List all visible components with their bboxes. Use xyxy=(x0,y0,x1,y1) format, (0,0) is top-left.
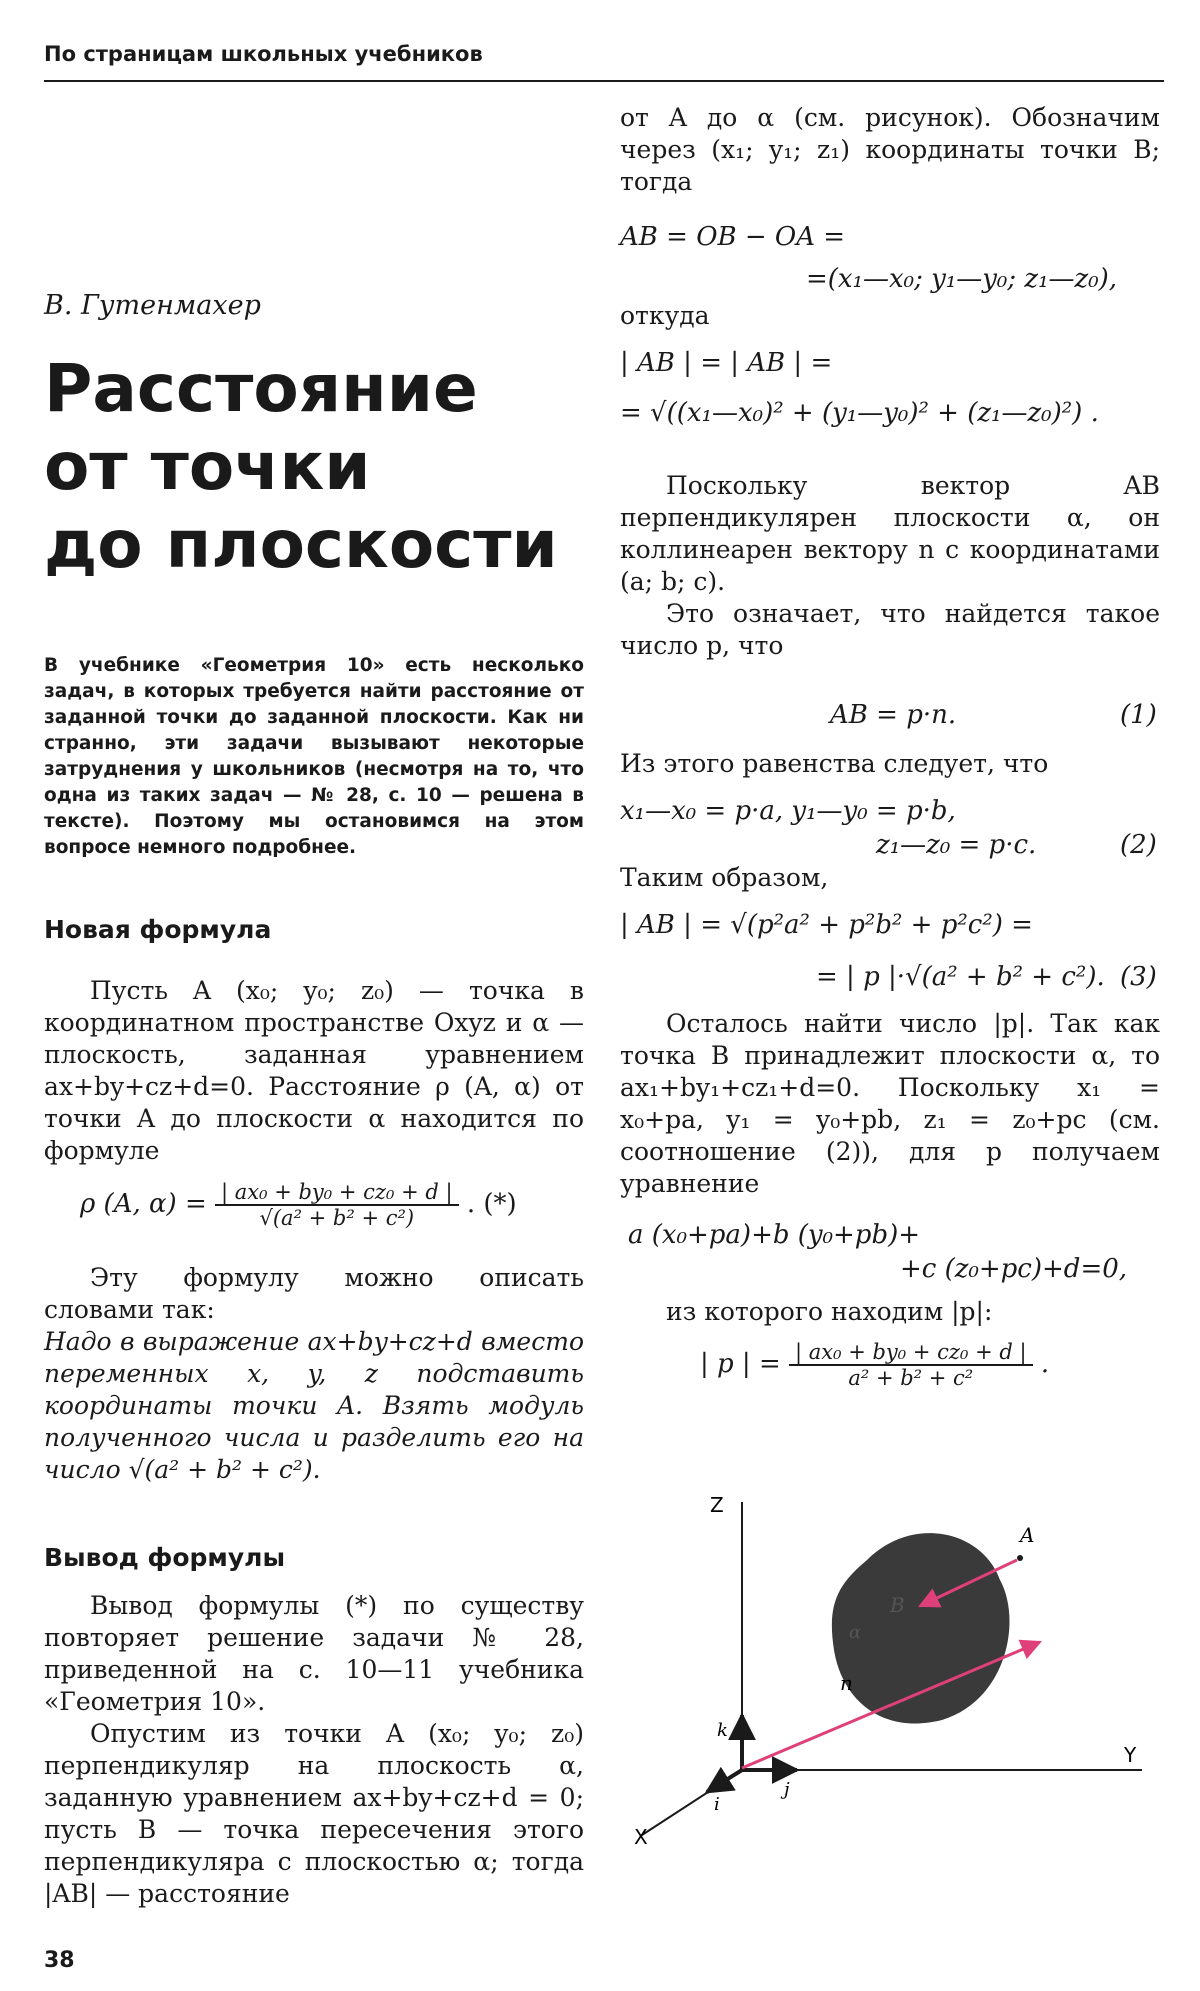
right-paragraph-1 xyxy=(620,102,1160,198)
point-a-dot xyxy=(1017,1555,1023,1561)
page-number: 38 xyxy=(44,1948,75,1973)
title-line-2: от точки xyxy=(44,428,371,505)
section-heading-new-formula: Новая формула xyxy=(44,915,272,944)
point-b-label: B xyxy=(890,1593,905,1617)
section1-paragraph-2 xyxy=(44,1262,584,1486)
running-header xyxy=(44,38,1164,82)
right-paragraph-5 xyxy=(620,748,1160,780)
section2-text-1: Вывод формулы (*) по существу повторяет решение задачи № 28, приведенной на с. 10—11 учебника «Геометрия 10». xyxy=(44,1591,584,1716)
section1-text-3: Надо в выражение ax+by+cz+d вместо переменных x, y, z подставить координаты точки A. Взять модуль полученного числа и разделить его на число √(a² + b² + c²). xyxy=(44,1327,584,1484)
formula-numerator: | ax₀ + by₀ + cz₀ + d | xyxy=(215,1180,459,1206)
right-paragraph-8 xyxy=(620,1296,1160,1328)
axis-y-label: Y xyxy=(1124,1743,1137,1767)
formula-4a: a (x₀+pa)+b (y₀+pb)+ xyxy=(628,1220,921,1250)
right-text-3: Поскольку вектор AB перпендикулярен плоскости α, он коллинеарен вектору n с координатами (a; b; c). xyxy=(620,471,1160,596)
formula-ab-sqrt: = √((x₁—x₀)² + (y₁—y₀)² + (z₁—z₀)²) . xyxy=(620,398,1099,428)
formula-lhs: ρ (A, α) = xyxy=(80,1189,207,1219)
vector-j-label: j xyxy=(784,1779,790,1800)
article-title xyxy=(44,350,558,584)
formula-1-tag: (1) xyxy=(1120,700,1157,730)
formula-3a: | AB | = √(p²a² + p²b² + p²c²) = xyxy=(620,910,1033,940)
section2-paragraph xyxy=(44,1590,584,1910)
section2-text-2: Опустим из точки A (x₀; y₀; z₀) перпендикуляр на плоскость α, заданную уравнением ax+by+cz+d = 0; пусть B — точка пересечения этого перпендикуляра с плоскостью α; тогда |AB| — расстояние xyxy=(44,1719,584,1908)
vector-i-label: i xyxy=(714,1794,720,1815)
formula-distance xyxy=(80,1180,517,1230)
formula-2-tag: (2) xyxy=(1120,830,1157,860)
formula-fraction xyxy=(215,1180,459,1230)
vector-n-label: n xyxy=(840,1671,853,1695)
formula-ab-coords: =(x₁—x₀; y₁—y₀; z₁—z₀), xyxy=(806,264,1118,294)
formula-p-numerator: | ax₀ + by₀ + cz₀ + d | xyxy=(789,1340,1033,1366)
formula-3b: = | p |·√(a² + b² + c²). xyxy=(816,962,1105,992)
vector-k-label: k xyxy=(717,1720,728,1741)
right-paragraph-7 xyxy=(620,1008,1160,1200)
formula-1: AB = p·n. xyxy=(830,700,957,730)
section1-text-2: Эту формулу можно описать словами так: xyxy=(44,1263,584,1324)
right-text-8: из которого находим |p|: xyxy=(666,1297,993,1326)
formula-ab-length: | AB | = | AB | = xyxy=(620,348,833,378)
formula-tag: . (*) xyxy=(466,1189,517,1219)
point-a-label: A xyxy=(1020,1523,1035,1547)
unit-vector-i xyxy=(707,1770,742,1792)
right-text-5: Из этого равенства следует, что xyxy=(620,749,1049,778)
right-text-1: от A до α (см. рисунок). Обозначим через (x₁; y₁; z₁) координаты точки B; тогда xyxy=(620,103,1160,196)
formula-p-denominator: a² + b² + c² xyxy=(848,1366,974,1390)
formula-p xyxy=(700,1340,1049,1390)
formula-2a: x₁—x₀ = p·a, y₁—y₀ = p·b, xyxy=(620,796,956,826)
right-paragraph-2 xyxy=(620,300,1160,332)
axis-x-label: X xyxy=(634,1825,648,1849)
formula-p-lhs: | p | = xyxy=(700,1349,781,1379)
section-heading-derivation: Вывод формулы xyxy=(44,1543,286,1572)
plane-label: α xyxy=(849,1622,862,1643)
right-text-6: Таким образом, xyxy=(620,863,829,892)
formula-p-tail: . xyxy=(1040,1349,1050,1379)
section1-paragraph-1 xyxy=(44,975,584,1167)
article-author: В. Гутенмахер xyxy=(44,290,261,321)
axis-z-label: Z xyxy=(710,1493,724,1517)
formula-4b: +c (z₀+pc)+d=0, xyxy=(900,1254,1128,1284)
formula-3-tag: (3) xyxy=(1120,962,1157,992)
section1-text-1: Пусть A (x₀; y₀; z₀) — точка в координатном пространстве Oxyz и α — плоскость, заданная уравнением ax+by+cz+d=0. Расстояние ρ (A, α) от точки A до плоскости α находится по формуле xyxy=(44,976,584,1165)
right-paragraph-6 xyxy=(620,862,1160,894)
formula-p-fraction xyxy=(789,1340,1033,1390)
title-line-1: Расстояние xyxy=(44,350,478,427)
lead-paragraph: В учебнике «Геометрия 10» есть несколько задач, в которых требуется найти расстояние от заданной точки до заданной плоскости. Как ни странно, эти задачи вызывают некоторые затруднения у школьников (несмотря на то, что одна из таких задач — № 28, с. 10 — решена в тексте). Поэтому мы остановимся на этом вопросе немного подробнее. xyxy=(44,655,584,858)
right-paragraph-3 xyxy=(620,470,1160,662)
formula-2b: z₁—z₀ = p·c. xyxy=(876,830,1037,860)
right-text-7: Осталось найти число |p|. Так как точка B принадлежит плоскости α, то ax₁+by₁+cz₁+d=0. Поскольку x₁ = x₀+pa, y₁ = y₀+pb, z₁ = z₀+pc (см. соотношение (2)), для p получаем уравнение xyxy=(620,1009,1160,1198)
right-text-4: Это означает, что найдется такое число p, что xyxy=(620,599,1160,660)
formula-denominator: √(a² + b² + c²) xyxy=(259,1206,415,1230)
formula-ab-vector: AB = OB − OA = xyxy=(620,222,846,252)
right-text-2: откуда xyxy=(620,301,710,330)
coordinate-figure xyxy=(622,1490,1162,1850)
title-line-3: до плоскости xyxy=(44,506,558,583)
running-header-title: По страницам школьных учебников xyxy=(44,42,483,66)
